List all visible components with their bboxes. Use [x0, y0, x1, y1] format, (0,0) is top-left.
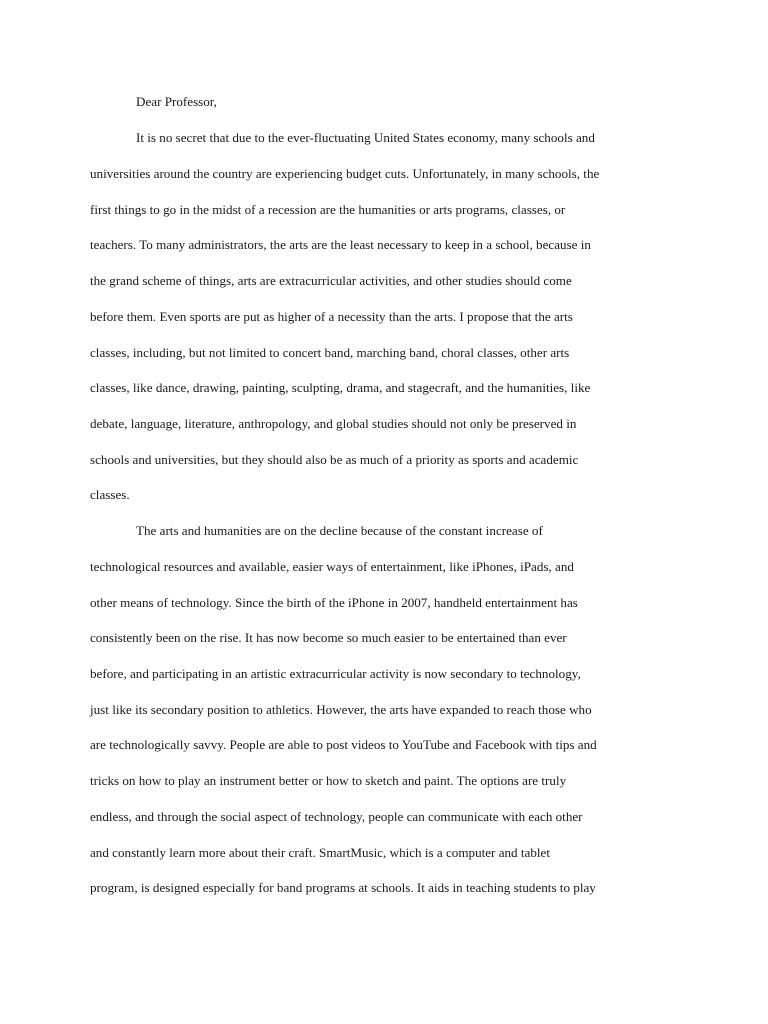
paragraph-1-line-9: debate, language, literature, anthropology, and global studies should not only be preserved in: [90, 416, 577, 431]
paragraph-2-line-5: before, and participating in an artistic extracurricular activity is now secondary to technology,: [90, 666, 581, 681]
paragraph-2-line-6: just like its secondary position to athletics. However, the arts have expanded to reach those who: [90, 702, 592, 717]
paragraph-1-line-2: universities around the country are experiencing budget cuts. Unfortunately, in many schools, the: [90, 166, 600, 181]
paragraph-2-line-11: program, is designed especially for band programs at schools. It aids in teaching students to play: [90, 880, 596, 895]
paragraph-1-line-6: before them. Even sports are put as higher of a necessity than the arts. I propose that the arts: [90, 309, 573, 324]
paragraph-2-line-2: technological resources and available, easier ways of entertainment, like iPhones, iPads, and: [90, 559, 574, 574]
paragraph-2-line-8: tricks on how to play an instrument better or how to sketch and paint. The options are truly: [90, 773, 567, 788]
paragraph-1-line-11: classes.: [90, 487, 130, 502]
paragraph-2-line-4: consistently been on the rise. It has now become so much easier to be entertained than ever: [90, 630, 567, 645]
paragraph-1-line-5: the grand scheme of things, arts are extracurricular activities, and other studies should come: [90, 273, 572, 288]
paragraph-2-line-7: are technologically savvy. People are able to post videos to YouTube and Facebook with tips and: [90, 737, 597, 752]
paragraph-2-line-10: and constantly learn more about their craft. SmartMusic, which is a computer and tablet: [90, 845, 550, 860]
paragraph-2-line-3: other means of technology. Since the birth of the iPhone in 2007, handheld entertainment has: [90, 595, 578, 610]
paragraph-1-line-4: teachers. To many administrators, the arts are the least necessary to keep in a school, because in: [90, 237, 591, 252]
paragraph-1-line-7: classes, including, but not limited to concert band, marching band, choral classes, other arts: [90, 345, 570, 360]
paragraph-2-line-9: endless, and through the social aspect of technology, people can communicate with each other: [90, 809, 583, 824]
paragraph-1-line-3: first things to go in the midst of a recession are the humanities or arts programs, classes, or: [90, 202, 566, 217]
paragraph-1-line-1: It is no secret that due to the ever-fluctuating United States economy, many schools and: [136, 130, 595, 145]
paragraph-1-line-8: classes, like dance, drawing, painting, sculpting, drama, and stagecraft, and the humanities, like: [90, 380, 591, 395]
salutation: Dear Professor,: [136, 94, 217, 109]
paragraph-1-line-10: schools and universities, but they should also be as much of a priority as sports and academic: [90, 452, 579, 467]
paragraph-2-line-1: The arts and humanities are on the decline because of the constant increase of: [136, 523, 543, 538]
